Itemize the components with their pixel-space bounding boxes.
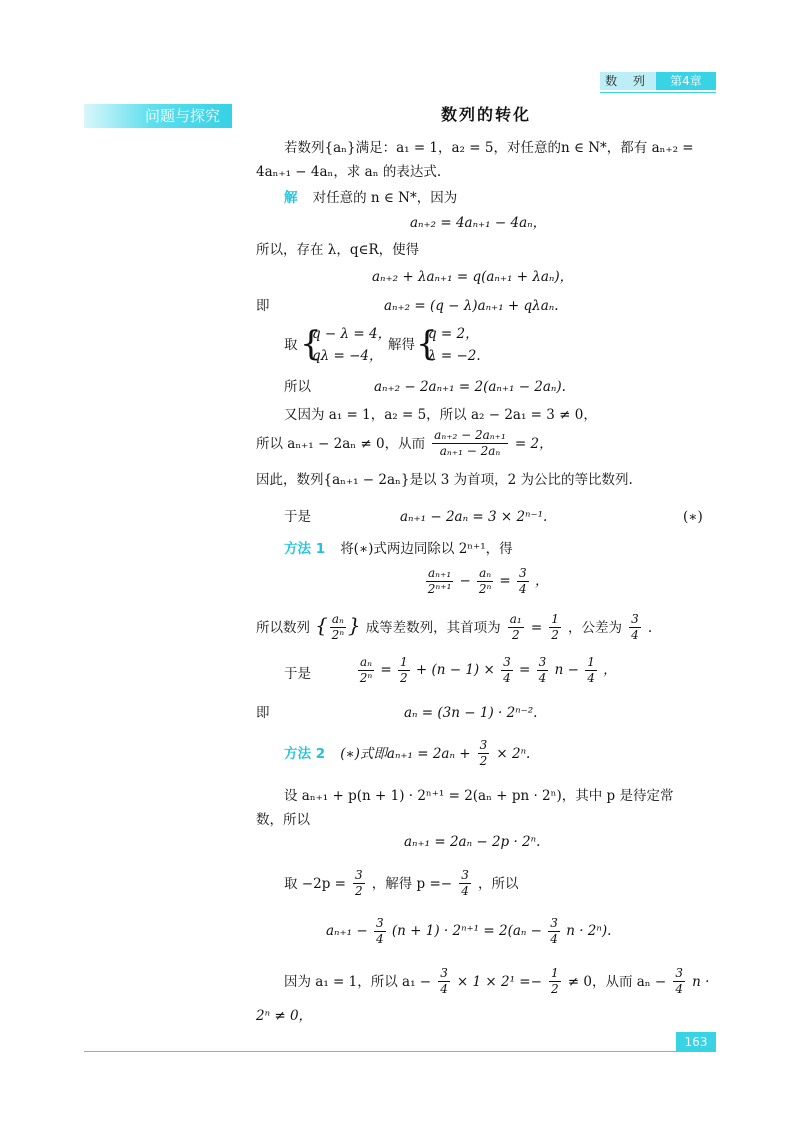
left-brace-2: {: [416, 324, 438, 364]
text: 所以数列: [256, 620, 310, 636]
text: 因为 a₁ = 1，所以 a₁ −: [284, 974, 432, 990]
page-title: 数列的转化: [440, 105, 531, 124]
chapter-label: 数 列: [600, 72, 656, 90]
method-2-label: 方法 2: [284, 746, 326, 762]
method-1-equation: [424, 566, 548, 597]
punct: .: [647, 620, 653, 636]
frac-den: 4: [675, 982, 683, 996]
line-4-b: = 2，: [514, 436, 553, 452]
expr: (∗)式即aₙ₊₁ = 2aₙ +: [340, 746, 471, 762]
expr: n · 2ⁿ).: [566, 923, 612, 939]
frac-den: 4: [440, 982, 448, 996]
brace-close: }: [347, 613, 361, 637]
equation-tag: (∗): [683, 509, 703, 525]
frac-num: 3: [440, 966, 448, 980]
frac-den: 4: [375, 932, 384, 946]
frac-den: 4: [550, 932, 558, 946]
yushi-label-2: 于是: [284, 666, 311, 682]
frac-num: aₙ: [360, 655, 373, 669]
method-2-line-3: [284, 868, 518, 899]
frac-num: a₁: [509, 612, 522, 626]
frac-num: 3: [519, 566, 527, 580]
frac-den: 2ⁿ: [331, 628, 345, 642]
system-2-eq-b: λ = −2.: [428, 348, 481, 364]
frac-den: 2: [479, 754, 488, 768]
text: ，所以: [477, 876, 519, 892]
ratio-den: aₙ₊₁ − 2aₙ: [439, 444, 501, 458]
method-1-line-1: [284, 537, 513, 559]
method-1-line-2: [256, 612, 652, 643]
equation-1: aₙ₊₂ = 4aₙ₊₁ − 4aₙ，: [410, 215, 547, 231]
method-2-equation-1: aₙ₊₁ = 2aₙ − 2p · 2ⁿ.: [404, 834, 541, 850]
frac-num: aₙ: [479, 566, 492, 580]
frac-den: 4: [631, 628, 639, 642]
line-4-a: 所以 aₙ₊₁ − 2aₙ ≠ 0，从而: [256, 436, 426, 452]
ji-label-2: 即: [256, 705, 270, 721]
method-2-line-4: [284, 966, 709, 997]
intro-line-2: 4aₙ₊₁ − 4aₙ，求 aₙ 的表达式.: [256, 164, 442, 180]
suoyi-label: 所以: [284, 379, 311, 395]
section-tag: 问题与探究: [84, 104, 232, 128]
frac-den: 4: [503, 671, 511, 685]
frac-num: 1: [551, 966, 559, 980]
equation-5: aₙ₊₁ − 2aₙ = 3 × 2ⁿ⁻¹.: [400, 509, 548, 525]
solution-label: 解: [284, 190, 298, 206]
frac-den: 2: [399, 671, 408, 685]
frac-den: 2: [511, 628, 520, 642]
text: 成等差数列，其首项为: [365, 620, 501, 636]
op: =: [530, 620, 543, 636]
system-2-eq-a: q = 2，: [428, 326, 479, 342]
jiede-label: 解得: [388, 337, 415, 353]
ji-label-1: 即: [256, 298, 270, 314]
text: ，公差为: [567, 620, 622, 636]
frac-den: 4: [461, 884, 469, 898]
frac-num: aₙ₊₁: [428, 566, 452, 580]
frac-den: 4: [519, 582, 527, 596]
frac-den: 2: [551, 628, 559, 642]
equation-2: aₙ₊₂ + λaₙ₊₁ = q(aₙ₊₁ + λaₙ)，: [372, 269, 574, 285]
op: =: [380, 662, 392, 678]
text: 取 −2p =: [284, 876, 346, 892]
system-1-eq-a: q − λ = 4，: [312, 326, 392, 342]
punct: ，: [534, 573, 549, 589]
method-2-line-1: 设 aₙ₊₁ + p(n + 1) · 2ⁿ⁺¹ = 2(aₙ + pn · 2ⁿ)，其中 p 是待定常: [284, 788, 674, 804]
yushi-label-1: 于是: [284, 509, 311, 525]
solution-line-4: [256, 428, 553, 459]
solution-line-2: 所以，存在 λ，q∈R，使得: [256, 242, 420, 258]
frac-num: 3: [503, 655, 511, 669]
expr: n −: [554, 662, 579, 678]
expr: + (n − 1) ×: [415, 662, 495, 678]
solution-line-1: [284, 186, 457, 208]
op: =: [519, 662, 531, 678]
ratio-num: aₙ₊₂ − 2aₙ₊₁: [434, 428, 506, 442]
frac-num: 3: [479, 738, 488, 752]
frac-den: 2: [551, 982, 559, 996]
frac-num: 3: [631, 612, 639, 626]
op: =: [499, 573, 511, 589]
expr: n ·: [692, 974, 710, 990]
method-2-intro: [284, 738, 530, 769]
expr: × 2ⁿ.: [496, 746, 531, 762]
frac-num: 3: [675, 966, 683, 980]
frac-num: 1: [551, 612, 559, 626]
frac-den: 2: [355, 884, 363, 898]
intro-line-1: 若数列{aₙ}满足：a₁ = 1，a₂ = 5，对任意的n ∈ N*，都有 aₙ₊₂ =: [284, 140, 694, 156]
chapter-number: 第4章: [656, 72, 716, 90]
op: −: [459, 573, 471, 589]
method-1-result: aₙ = (3n − 1) · 2ⁿ⁻².: [404, 705, 538, 721]
method-1-equation-2: [356, 655, 617, 686]
punct: ，: [603, 662, 617, 678]
solution-line-5: 因此，数列{aₙ₊₁ − 2aₙ}是以 3 为首项，2 为公比的等比数列.: [256, 472, 633, 488]
header-rule: [600, 92, 716, 93]
system-1-eq-b: qλ = −4，: [312, 348, 383, 364]
frac-num: 3: [375, 916, 384, 930]
qu-label: 取: [284, 337, 298, 353]
frac-num: 1: [587, 655, 595, 669]
frac-den: 4: [538, 671, 547, 685]
text: ，解得 p =−: [371, 876, 453, 892]
frac-num: 3: [538, 655, 547, 669]
text: ≠ 0，从而 aₙ −: [567, 974, 667, 990]
method-2-equation-2: [326, 916, 611, 947]
solution-text: 对任意的 n ∈ N*，因为: [312, 190, 458, 206]
frac-num: 3: [550, 916, 558, 930]
brace-open: {: [315, 613, 328, 637]
frac-num: 3: [355, 868, 363, 882]
method-2-line-5: 2ⁿ ≠ 0，: [256, 1008, 313, 1024]
method-2-line-2: 数，所以: [256, 812, 310, 828]
frac-den: 2ⁿ: [359, 671, 373, 685]
method-1-label: 方法 1: [284, 541, 326, 557]
method-1-text: 将(∗)式两边同除以 2ⁿ⁺¹，得: [340, 541, 513, 557]
expr: × 1 × 2¹ =−: [456, 974, 542, 990]
footer-rule: [84, 1051, 716, 1052]
equation-3: aₙ₊₂ = (q − λ)aₙ₊₁ + qλaₙ.: [384, 298, 559, 314]
frac-den: 2ⁿ: [478, 582, 492, 596]
ratio-fraction: [432, 428, 508, 459]
expr: aₙ₊₁ −: [326, 923, 368, 939]
equation-4: aₙ₊₂ − 2aₙ₊₁ = 2(aₙ₊₁ − 2aₙ).: [374, 379, 566, 395]
frac-den: 2ⁿ⁺¹: [427, 582, 452, 596]
frac-num: 1: [399, 655, 408, 669]
frac-num: 3: [461, 868, 469, 882]
left-brace-1: {: [300, 324, 322, 364]
page-number: 163: [676, 1032, 716, 1052]
solution-line-3: 又因为 a₁ = 1，a₂ = 5，所以 a₂ − 2a₁ = 3 ≠ 0，: [284, 407, 597, 423]
frac-den: 4: [587, 671, 595, 685]
expr: (n + 1) · 2ⁿ⁺¹ = 2(aₙ −: [391, 923, 542, 939]
frac-num: aₙ: [331, 612, 344, 626]
